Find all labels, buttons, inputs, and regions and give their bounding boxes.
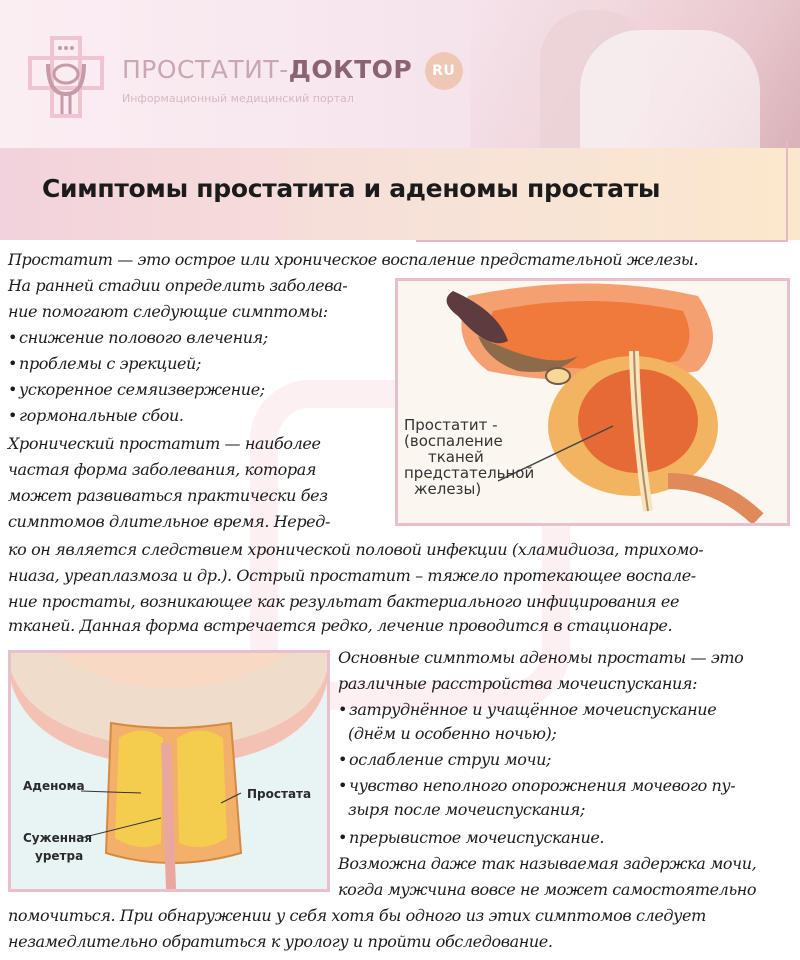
figure1-label	[400, 417, 534, 497]
chronic-text-line: ко он является следствием хронической половой инфекции (хламидиоза, трихомо-	[8, 540, 704, 559]
brand-domain-badge: RU	[425, 52, 463, 90]
adenoma-symptom-item: • затруднённое и учащённое мочеиспускание	[338, 698, 716, 721]
adenoma-outro-line: Возможна даже так называемая задержка мочи,	[338, 854, 757, 873]
brand-name[interactable]	[122, 52, 463, 90]
figure1-label-line: Простатит -	[404, 416, 498, 434]
photo-figure-patient	[580, 30, 760, 148]
brand-tagline: Информационный медицинский портал	[122, 92, 354, 105]
symptom-item: • ускоренное семяизвержение;	[8, 378, 265, 401]
label-adenoma: Аденома	[23, 779, 85, 793]
figure1-label-line: предстательной	[404, 464, 535, 482]
adenoma-symptom-item: • ослабление струи мочи;	[338, 748, 551, 771]
figure1-label-line: тканей	[428, 448, 484, 466]
symptom-item: • проблемы с эрекцией;	[8, 352, 201, 375]
adenoma-illustration	[8, 650, 330, 892]
label-urethra: уретра	[35, 849, 84, 863]
chronic-text-line: ниаза, уреаплазмоза и др.). Острый простатит – тяжело протекающее воспале-	[8, 566, 696, 585]
adenoma-symptom-item: • чувство неполного опорожнения мочевого пу-	[338, 774, 735, 797]
adenoma-symptom-item-cont: (днём и особенно ночью);	[348, 724, 557, 743]
prostatitis-definition: Простатит — это острое или хроническое воспаление предстательной железы.	[8, 250, 699, 269]
label-prostate: Простата	[247, 787, 312, 801]
chronic-text-line: ние простаты, возникающее как результат бактериального инфицирования ее	[8, 592, 680, 611]
chronic-text-line: частая форма заболевания, которая	[8, 460, 317, 479]
brand-name-light: ПРОСТАТИТ-	[122, 55, 289, 84]
label-urethra: Суженная	[23, 831, 93, 845]
prostatitis-illustration	[395, 278, 790, 526]
chronic-text-line: Хронический простатит — наиболее	[8, 434, 321, 453]
page-title: Симптомы простатита и аденомы простаты	[42, 174, 661, 203]
site-header	[0, 0, 800, 148]
logo-icon	[26, 34, 106, 120]
header-photo	[470, 0, 800, 148]
chronic-text-line: может развиваться практически без	[8, 486, 328, 505]
symptom-item: • снижение полового влечения;	[8, 326, 268, 349]
prostatitis-text-line: ние помогают следующие симптомы:	[8, 302, 328, 321]
chronic-text-line: симптомов длительное время. Неред-	[8, 512, 330, 531]
figure1-label-line: железы)	[414, 480, 482, 498]
adenoma-intro-line: Основные симптомы аденомы простаты — это	[338, 648, 744, 667]
adenoma-intro-line: различные расстройства мочеиспускания:	[338, 674, 698, 693]
adenoma-outro-line: незамедлительно обратиться к урологу и пройти обследование.	[8, 932, 553, 951]
adenoma-outro-line: когда мужчина вовсе не может самостоятельно	[338, 880, 757, 899]
symptom-item: • гормональные сбои.	[8, 404, 184, 427]
adenoma-outro-line: помочиться. При обнаружении у себя хотя бы одного из этих симптомов следует	[8, 906, 706, 925]
prostatitis-text-line: На ранней стадии определить заболева-	[8, 276, 348, 295]
adenoma-symptom-item: • прерывистое мочеиспускание.	[338, 826, 604, 849]
figure1-label-line: (воспаление	[404, 432, 503, 450]
chronic-text-line: тканей. Данная форма встречается редко, лечение проводится в стационаре.	[8, 616, 673, 635]
brand-name-bold: ДОКТОР	[288, 55, 413, 84]
adenoma-symptom-item-cont: зыря после мочеиспускания;	[348, 800, 585, 819]
